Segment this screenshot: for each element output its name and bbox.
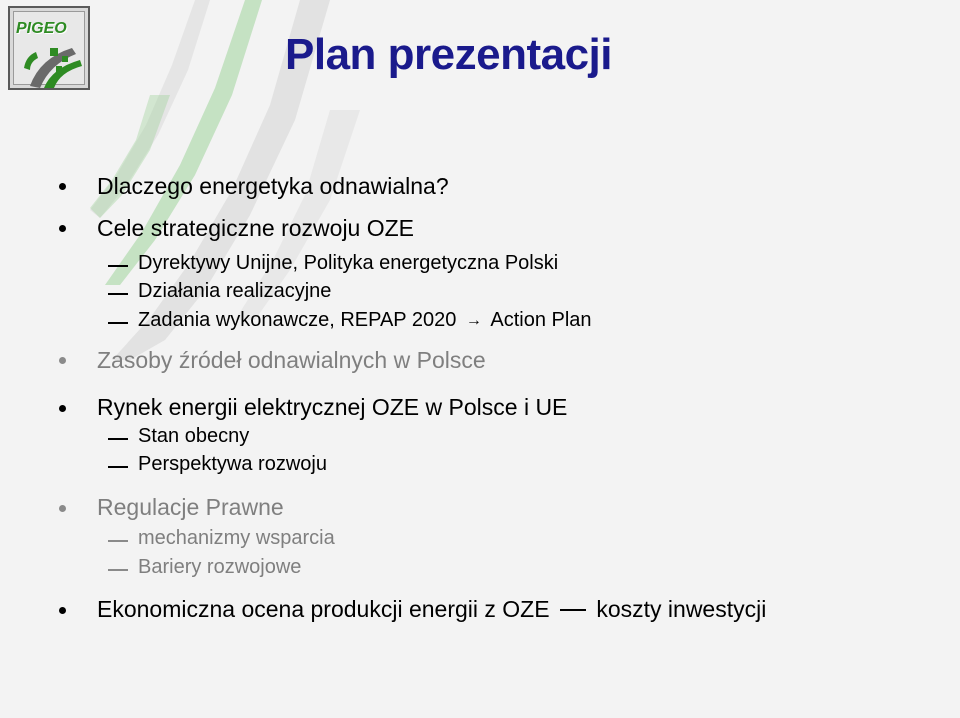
agenda-subitem-label-end: Action Plan	[490, 309, 592, 331]
agenda-subitem-label-start: Zadania wykonawcze, REPAP 2020	[138, 309, 457, 331]
dash-icon	[108, 293, 128, 295]
agenda-item-label-end: koszty inwestycji	[596, 596, 767, 622]
agenda-subitem-label: mechanizmy wsparcia	[138, 527, 335, 549]
dash-icon	[108, 265, 128, 267]
agenda-item-label-start: Ekonomiczna ocena produkcji energii z OZE	[97, 596, 550, 622]
agenda-subitem-label: Działania realizacyjne	[138, 280, 332, 302]
dash-icon	[108, 569, 128, 571]
agenda-subitem-label: Stan obecny	[138, 425, 250, 447]
agenda-subitem-label: Bariery rozwojowe	[138, 556, 302, 578]
dash-separator-icon	[560, 609, 586, 611]
agenda-subitem-label: Perspektywa rozwoju	[138, 453, 327, 475]
bullet-icon	[59, 357, 66, 364]
slide-title: Plan prezentacji	[285, 30, 613, 79]
dash-icon	[108, 540, 128, 542]
agenda-item-label: Zasoby źródeł odnawialnych w Polsce	[97, 347, 486, 373]
agenda-item-label: Dlaczego energetyka odnawialna?	[97, 173, 449, 199]
agenda-item-label: Regulacje Prawne	[97, 494, 284, 520]
bullet-icon	[59, 607, 66, 614]
dash-icon	[108, 466, 128, 468]
right-arrow-icon: →	[465, 312, 482, 329]
dash-icon	[108, 438, 128, 440]
bullet-icon	[59, 405, 66, 412]
bullet-icon	[59, 505, 66, 512]
bullet-icon	[59, 225, 66, 232]
agenda-item-label	[97, 596, 766, 623]
logo-text: PIGEO	[16, 20, 67, 37]
agenda-item-label: Rynek energii elektrycznej OZE w Polsce i UE	[97, 394, 568, 420]
agenda-item-label: Cele strategiczne rozwoju OZE	[97, 215, 415, 241]
agenda-subitem-label	[138, 309, 592, 332]
dash-icon	[108, 322, 128, 324]
agenda-subitem-label: Dyrektywy Unijne, Polityka energetyczna Polski	[138, 252, 559, 274]
bullet-icon	[59, 183, 66, 190]
